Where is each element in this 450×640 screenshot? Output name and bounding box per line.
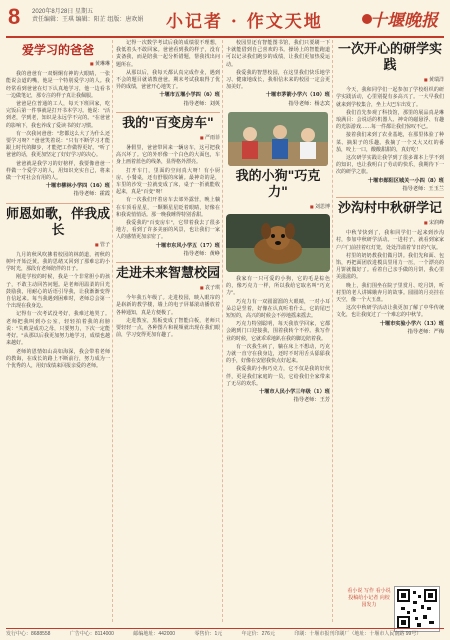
- article-title: 沙沟村中秋研学记: [337, 201, 442, 217]
- article-title: 我的"百变房车": [122, 115, 214, 131]
- paragraph: 我的爸爸有一双炯炯有神的大眼睛，一张能说会道的嘴，他是一个特别爱学习的人。我经常看到爸爸在灯下认真地学习，他一边看书一边做笔记，那专注的样子真让我佩服。: [6, 71, 110, 99]
- mentor-credit: 指导老师：黄峥: [183, 250, 220, 257]
- paragraph: 老师的恩情如山高如海深，我会带着老师的教诲，在成长的路上不断前行，努力成为一个优秀的人，用好成绩来回报亲爱的老师。: [6, 348, 110, 369]
- dog-photo: [226, 214, 330, 272]
- article-body: [116, 145, 220, 242]
- paragraph: 接着我们来到了农业基地，在那里体验了种菜、摘果子的乐趣。我摘了一个又大又红的番茄，咬上一口，酸酸甜甜的，真好吃！: [336, 132, 444, 153]
- article-author: ■ 黄琳琳: [6, 60, 110, 68]
- paragraph: 晚上，我们围坐在院子里赏月、吃月饼，听村里的老人讲嫦娥奔月的故事。圆圆的月亮挂在天空，像一个大玉盘。: [336, 282, 444, 304]
- column-divider: [112, 40, 113, 622]
- mentor-credit: 指导老师：王玉兰: [402, 185, 444, 192]
- classroom-photo-icon: [228, 112, 328, 166]
- mentor-credit: 指导老师：刘英: [183, 100, 220, 107]
- paragraph: 记得一次数学考试后我的成绩很不理想，我低着头不敢回家。爸爸看到我的样子，没有责备我，而是陪我一起分析错题，帮我找出问题所在。: [116, 40, 220, 68]
- paragraph: 我家有一只可爱的小狗，它的毛是棕色的，像巧克力一样，所以我给它取名叫"巧克力"。: [226, 276, 330, 297]
- paragraph: 村里的奶奶教我们做月饼。我们先和面、包馅，再把面团放进模具里用力一压，一个漂亮的月饼就做好了。看着自己亲手做的月饼，我心里美滋滋的。: [336, 252, 444, 281]
- school-byline: 十堰市五堰小学四（6）班: [159, 92, 220, 99]
- paragraph: 今年我五年级了。走进校园，映入眼帘的是崭新的教学楼，墙上的电子屏幕滚动播放着各种通知，真是方便极了。: [116, 295, 220, 316]
- article-body: [6, 71, 110, 182]
- paragraph: 我们首先参观了科技馆，那里的展品真是琳琅满目：会说话的机器人、神奇的磁悬浮、有趣的光影游戏……每一件都让我们惊叹不已。: [336, 109, 444, 131]
- footer-item: 年定价：276元: [241, 631, 275, 637]
- paragraph: 打开车门，里面的空间真大呀！有小厨房、小餐桌，还有舒服的床铺。最神奇的是，车里的沙发一拉就变成了床，桌子一折就能收起来，真是"百变"呀！: [116, 167, 220, 196]
- editor-credits: 责任编辑：王琪 编辑：阳芷 组版：唐欢娟: [32, 17, 144, 23]
- page-footer: [6, 628, 444, 639]
- mentor-credit: 指导老师：严梅: [407, 328, 444, 335]
- paragraph: 暑假里，爸爸带回来一辆房车，这可把我高兴坏了。它的外形像一个白色的大面包，车身上画着蓝色的线条，显得格外漂亮。: [116, 145, 220, 166]
- mentor-credit: 指导老师：霍霞: [73, 191, 110, 198]
- column-3: [226, 40, 330, 408]
- paragraph: 巧克力有一双圆溜溜的大眼睛，一对小耳朵总是竖着，好像在认真听着什么。它的尾巴短短的，高兴的时候会不停地摇来摇去。: [226, 298, 330, 320]
- paragraph: 爸爸就是我学习的好榜样，我要像爸爸一样做一个爱学习的人，用知识充实自己，将来做一个对社会有用的人。: [6, 160, 110, 182]
- paragraph: 刚进学校的时候，我是一个非常胆小的孩子，不敢主动回答问题。是老师用温柔的目光鼓励我，用耐心的话语引导我，让我渐渐变得自信起来。每当我遇到困难时，老师总会第一个出现在我身边。: [6, 274, 110, 310]
- qr-code-icon: [395, 587, 439, 631]
- article-author: ■ 袁子琪: [116, 284, 220, 292]
- paragraph: 有一次我们开着房车去郊外露营，晚上躺在车顶看星星，一颗颗星星眨着眼睛，好像在和我说悄悄话。那一晚我睡得特别香甜。: [116, 197, 220, 218]
- article-author: ■ 黄瑞洋: [336, 76, 444, 84]
- page-header: [6, 4, 444, 38]
- newspaper-brand: 十堰晚报: [370, 11, 438, 31]
- article-author: ■ 宋润峰: [336, 219, 444, 227]
- article-photo: [228, 112, 328, 166]
- paragraph: 校园里还有智能图书馆，我们只要刷一下卡就能借到自己喜欢的书。操场上的智能跑道可以记录我们跑步的成绩，让我们更加热爱运动。: [226, 40, 330, 68]
- article-title: 师恩如歌，伴我成长: [6, 206, 111, 238]
- article-title: 我的小狗"巧克力": [235, 168, 321, 200]
- header-meta: [32, 8, 143, 24]
- school-byline: 十堰市实验小学六（13）班: [379, 320, 444, 327]
- paragraph: 这次研学实践让我学到了很多课本上学不到的知识，也让我明白了劳动的快乐，我期待下一次的研学之旅。: [336, 155, 444, 176]
- column-divider: [332, 40, 333, 622]
- paragraph: 我爱我的小狗巧克力，它不仅是我的好伙伴，更是我们家庭的一员，它给我们全家带来了无尽的欢乐。: [226, 366, 330, 387]
- column-2: [116, 40, 220, 341]
- column-1: [6, 40, 110, 371]
- column-divider: [222, 40, 223, 622]
- divider: [116, 112, 220, 113]
- paragraph: 今天，我和同学们一起参加了学校组织的研学实践活动，心里别提有多高兴了。一大早我们就来到学校集合，坐上大巴车出发了。: [336, 87, 444, 108]
- paragraph: 从那以后，我每天都认真完成作业，遇到不会的题目就请教爸爸。期末考试我取得了优异的成绩，爸爸开心地笑了。: [116, 69, 220, 91]
- article-body: [336, 230, 444, 319]
- school-byline: 十堰市茅箭小学六（10）班: [265, 92, 330, 99]
- paragraph: 有一次我生病了，躺在床上不想动，巧克力就一直守在我身边，还时不时用舌头舔舔我的手，好像在安慰我快点好起来。: [226, 343, 330, 365]
- footer-item: 发行中心：8688558: [6, 631, 51, 637]
- paragraph: 爸爸是位普通的工人，每天下班回家，吃完饭后第一件事就是打开书本学习。他说："活到老，学到老，知识是永远学不完的。"在爸爸的影响下，我也养成了爱读书的好习惯。: [6, 101, 110, 129]
- dog-icon: [226, 214, 330, 272]
- article-author: ■ 管子: [6, 241, 110, 249]
- paragraph: 巧克力特别聪明，每天我放学回家，它都会跑到门口迎接我，围着我转个不停。我写作业的时候，它就乖乖地趴在我的脚边陪着我。: [226, 321, 330, 342]
- page-number: 8: [8, 4, 21, 29]
- footer-item: 广告中心：8114000: [69, 631, 114, 637]
- article-body: [6, 252, 110, 370]
- school-byline: 十堰市柳林小学四（16）班: [45, 183, 110, 190]
- mentor-credit: 指导老师：杨志宾: [288, 100, 330, 107]
- qr-code[interactable]: [394, 586, 440, 632]
- divider: [336, 197, 444, 198]
- paragraph: 有一次我问爸爸："您都这么大了为什么还要学习呀？"爸爸笑着说："只有不断学习才能跟上时代的脚步，才能把工作做得更好。"听了爸爸的话，我更加坚定了好好学习的决心。: [6, 130, 110, 159]
- footer-item: 印刷：十堰市报刊印刷厂（地址：十堰市人民南路 99号）: [294, 631, 422, 637]
- paragraph: 我爱我的智慧校园，在这里我们快乐地学习、健康地成长，我相信未来的校园一定会更加美好。: [226, 69, 330, 91]
- paragraph: 我爱我的"百变房车"，它带着我去了很多地方，看到了许多美丽的风景，也让我们一家人的感情更加亲密了。: [116, 220, 220, 241]
- footer-item: 邮编地址：442000: [133, 631, 176, 637]
- article-author: ■ 严雨菲: [116, 134, 220, 142]
- article-title: 爱学习的爸爸: [21, 43, 94, 57]
- mentor-credit: 指导老师：王芳: [293, 397, 330, 404]
- article-body: [226, 276, 330, 388]
- divider: [6, 203, 110, 204]
- footer-item: 零售价：1元: [194, 631, 223, 637]
- paragraph: 中秋节快到了，我和同学们一起来到沙沟村，参加中秋研学活动。一进村子，就看到家家户户门前挂着红灯笼，处处洋溢着节日的气氛。: [336, 230, 444, 251]
- paragraph: 走进教室，黑板变成了智能白板，老师只要轻轻一点，各种图片和视频就出现在我们眼前，学习变得更加有趣了。: [116, 317, 220, 339]
- article-title: 一次开心的研学实践: [337, 42, 442, 73]
- article-author: ■ 刘思博: [226, 203, 330, 211]
- paragraph: 记得有一次考试没考好，我难过地哭了。老师把我叫到办公室，轻轻拍着我的肩膀说："失败是成功之母，只要努力，下次一定能考好。"从那以后我更加努力地学习，成绩也越来越好。: [6, 311, 110, 347]
- paragraph: 九月的秋风吹拂着校园的林荫道，初秋的树叶开始泛黄。我的思绪又回到了那难忘的小学时光，那段有老师陪伴的日子。: [6, 251, 110, 273]
- school-byline: 十堰市东风小学五（17）班: [155, 242, 220, 249]
- qr-caption: 看小说 写作 看小说 投稿给小记者 向校园发力: [347, 588, 391, 608]
- column-4: [336, 40, 444, 340]
- school-byline: 十堰市人民小学三年级（1）班: [258, 389, 330, 396]
- article-body: [116, 295, 220, 339]
- issue-date: 2020年8月28日 星期五: [32, 9, 94, 15]
- divider: [116, 262, 220, 263]
- section-title: 小记者 · 作文天地: [166, 12, 323, 32]
- article-body: [336, 87, 444, 176]
- paragraph: 这次中秋研学活动让我更加了解了中华传统文化，也让我度过了一个难忘的中秋节。: [336, 305, 444, 319]
- school-byline: 十堰市郧阳区城关一小四（8）班: [367, 177, 444, 184]
- article-title: 走进未来智慧校园: [116, 266, 221, 282]
